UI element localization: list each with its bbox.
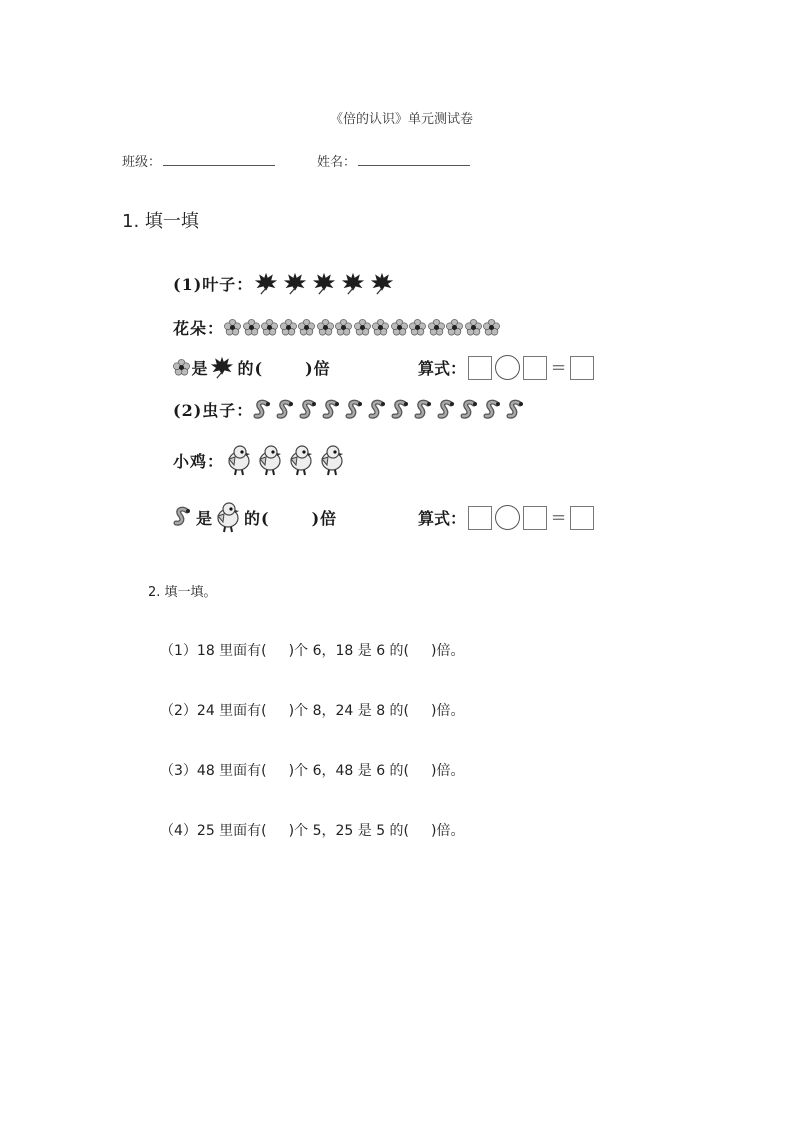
chick-icon (286, 443, 314, 477)
document-title: 《倍的认识》单元测试卷 (329, 112, 473, 127)
leaf-icon (369, 271, 395, 295)
chick-icon (255, 443, 283, 477)
is-text: 是 (196, 508, 214, 528)
leaves-label: (1)叶子： (173, 274, 254, 294)
formula-box-2b[interactable] (523, 506, 547, 530)
section-2-heading: 2. 填一填。 (148, 585, 217, 600)
worms-row (173, 398, 529, 421)
formula-box-1b[interactable] (523, 356, 547, 380)
is-text: 是 (191, 358, 209, 378)
question-text: 48 里面有( (196, 763, 267, 779)
flower-icon (428, 319, 445, 336)
worm-icon (253, 399, 273, 421)
question-number: （3） (160, 763, 197, 779)
question-item (160, 760, 464, 780)
worm-icon (345, 399, 365, 421)
worm-icon (173, 506, 193, 528)
question-text: )倍。 (431, 823, 465, 839)
formula-result-2[interactable] (570, 506, 594, 530)
chicks-row (173, 443, 348, 477)
section-1-heading: 1. 填一填 (122, 211, 199, 232)
leaf-icon (209, 355, 235, 379)
times-text: )倍 (311, 508, 338, 528)
worm-icon (506, 399, 526, 421)
name-label: 姓名： (317, 155, 357, 170)
worm-icon (437, 399, 457, 421)
worm-icon (368, 399, 388, 421)
formula-label: 算式： (418, 359, 467, 378)
question-text: )个 5，25 是 5 的( (288, 823, 410, 839)
worm-icon (391, 399, 411, 421)
of-text: 的( (244, 508, 270, 528)
leaves-row (173, 271, 398, 295)
worm-icon (414, 399, 434, 421)
flower-icon (409, 319, 426, 336)
question-text: )倍。 (431, 703, 465, 719)
name-input-line[interactable] (358, 153, 470, 166)
question-text: )个 6，18 是 6 的( (288, 643, 410, 659)
formula-label: 算式： (418, 509, 467, 528)
question-item (160, 820, 464, 840)
flower-icon (317, 319, 334, 336)
question-number: （4） (160, 823, 197, 839)
worm-icon (483, 399, 503, 421)
flower-icon (391, 319, 408, 336)
question-text: )倍。 (431, 763, 465, 779)
question-number: （1） (160, 643, 197, 659)
leaf-icon (340, 271, 366, 295)
class-field (122, 151, 275, 170)
flower-icon (483, 319, 500, 336)
question-text: )个 6，48 是 6 的( (288, 763, 410, 779)
flower-icon (372, 319, 389, 336)
leaf-icon (253, 271, 279, 295)
flower-icon (354, 319, 371, 336)
leaf-icon (282, 271, 308, 295)
of-text: 的( (237, 358, 264, 378)
chicks-group (224, 443, 348, 477)
formula-box-2a[interactable] (468, 506, 492, 530)
question-text: 18 里面有( (196, 643, 267, 659)
operator-circle-1[interactable] (495, 355, 520, 380)
flowers-label: 花朵： (173, 319, 225, 338)
question-text: 24 里面有( (196, 703, 267, 719)
class-input-line[interactable] (163, 153, 275, 166)
flower-icon (243, 319, 260, 336)
formula-1 (418, 355, 597, 380)
name-field (317, 151, 470, 170)
question-2-row (173, 500, 337, 534)
chicks-label: 小鸡： (173, 451, 225, 471)
flower-icon (465, 319, 482, 336)
worm-icon (276, 399, 296, 421)
flower-icon (446, 319, 463, 336)
class-label: 班级： (122, 155, 162, 170)
flower-icon (280, 319, 297, 336)
formula-box-1a[interactable] (468, 356, 492, 380)
chick-icon (224, 443, 252, 477)
question-text: )倍。 (431, 643, 465, 659)
times-text: )倍 (305, 358, 331, 378)
worms-label: (2)虫子： (173, 401, 254, 420)
leaf-icon (311, 271, 337, 295)
leaves-group (253, 271, 398, 295)
formula-2 (418, 505, 597, 530)
worm-icon (460, 399, 480, 421)
flower-icon (298, 319, 315, 336)
operator-circle-2[interactable] (495, 505, 520, 530)
worm-icon (322, 399, 342, 421)
flowers-row (173, 316, 502, 339)
worm-icon (299, 399, 319, 421)
question-item (160, 700, 464, 720)
equals-sign: = (551, 357, 567, 378)
worms-group (253, 399, 529, 421)
equals-sign: = (551, 507, 567, 528)
question-item (160, 640, 464, 660)
chick-icon (213, 500, 241, 534)
flower-icon (173, 359, 190, 376)
flowers-group (224, 319, 502, 336)
flower-icon (261, 319, 278, 336)
chick-icon (317, 443, 345, 477)
flower-icon (224, 319, 241, 336)
question-1-row (173, 355, 331, 379)
question-number: （2） (160, 703, 197, 719)
flower-icon (335, 319, 352, 336)
question-text: )个 8，24 是 8 的( (288, 703, 410, 719)
question-text: 25 里面有( (196, 823, 267, 839)
formula-result-1[interactable] (570, 356, 594, 380)
